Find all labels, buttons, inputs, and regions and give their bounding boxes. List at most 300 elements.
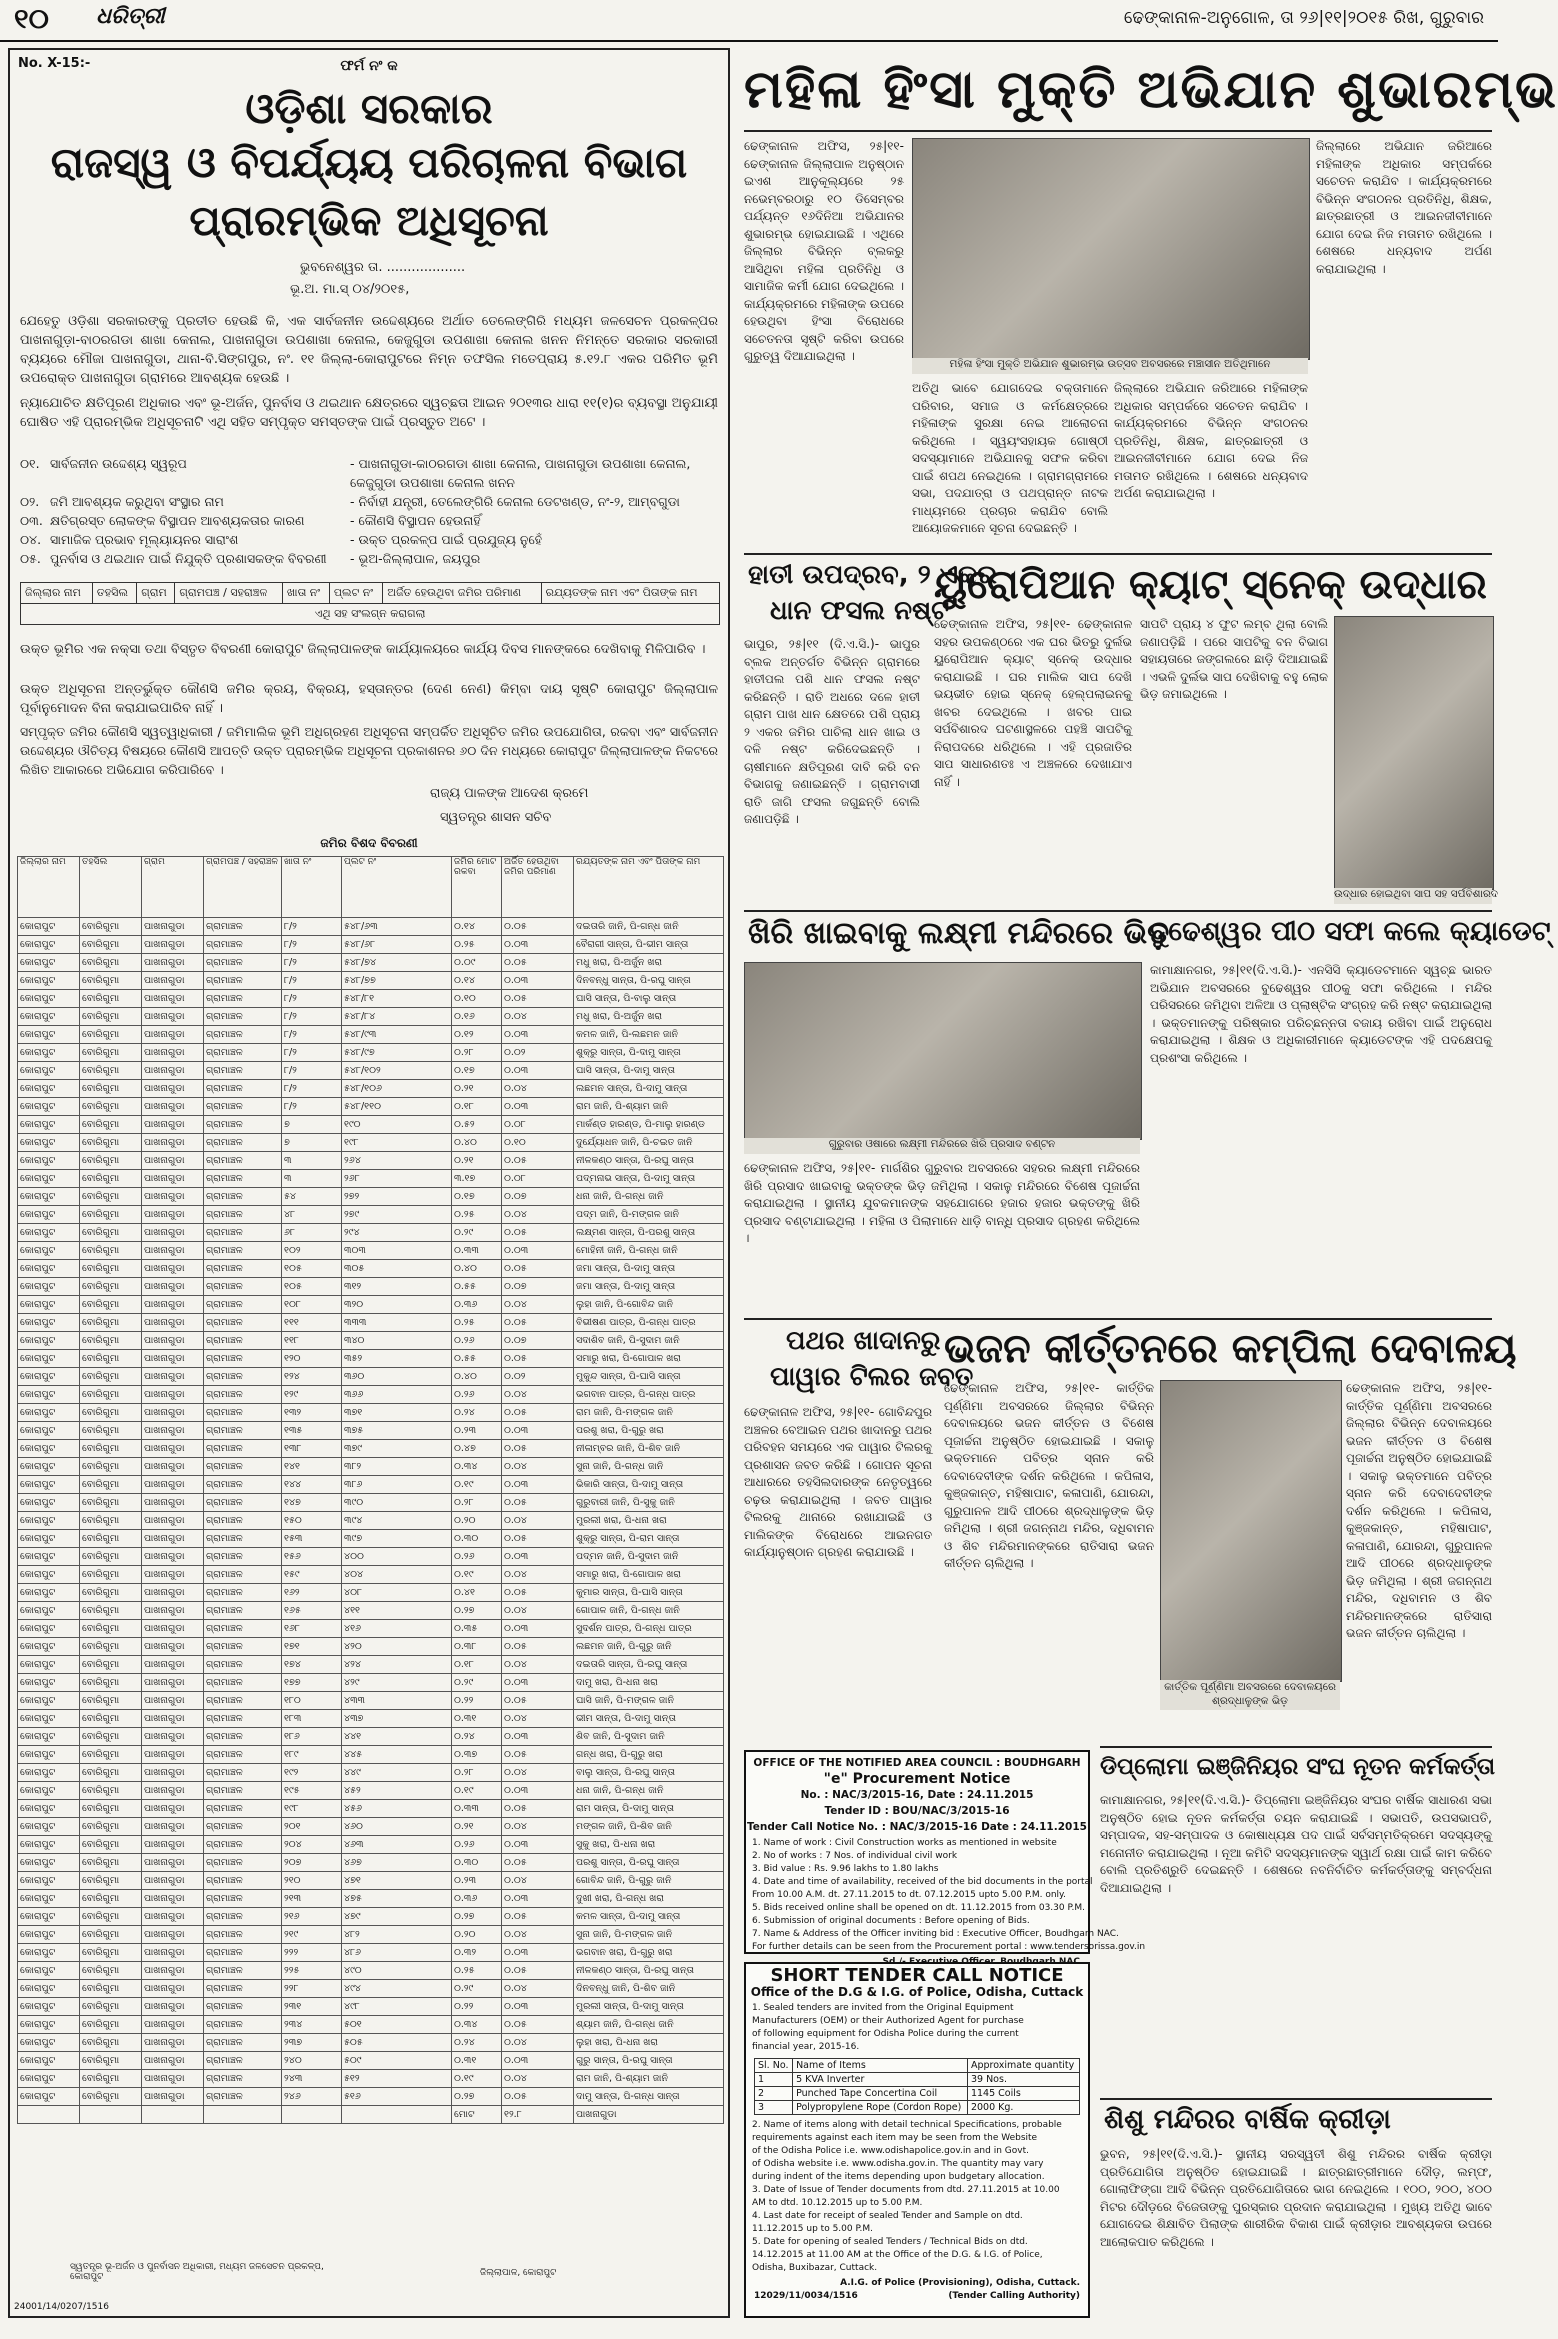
table-cell: କୋରାପୁଟ xyxy=(18,1116,80,1134)
table-cell: ୩୮୨ xyxy=(342,1458,452,1476)
table-cell: ପାଖନାଗୁଡା xyxy=(142,1656,204,1674)
table-cell: ୨୨୮ xyxy=(282,1980,342,1998)
table-cell: ୧୫୯ xyxy=(282,1566,342,1584)
table-cell: ୦.୫୫ xyxy=(452,1350,502,1368)
table-cell: କୋରାପୁଟ xyxy=(18,1872,80,1890)
table-cell: କୋରାପୁଟ xyxy=(18,1746,80,1764)
table-row xyxy=(18,1602,724,1620)
table-cell: ୦.୦୫ xyxy=(502,2016,574,2034)
table-cell: ରାମ ଜାନି, ପି-ଶ୍ୟାମ ଜାନି xyxy=(574,2070,724,2088)
table-row xyxy=(18,1998,724,2016)
table-cell: ୦.୦୫ xyxy=(502,1440,574,1458)
table-cell: ଗୋବିନ୍ଦ ଜାନି, ପି-ଗୁରୁ ଜାନି xyxy=(574,1872,724,1890)
table-cell: ୦.୦୩ xyxy=(502,1026,574,1044)
table-cell: ପରଶୁ ଖରା, ପି-ଗୁରୁ ଖରା xyxy=(574,1422,724,1440)
table-cell: ବୋରିଗୁମା xyxy=(80,1350,142,1368)
table-cell: ଗ୍ରାମାଞ୍ଚଳ xyxy=(204,1728,282,1746)
table-cell: ୦.୪୧ xyxy=(452,1584,502,1602)
table-cell: କୋରାପୁଟ xyxy=(18,1458,80,1476)
headline-hati-1: ହାତୀ ଉପଦ୍ରବ, ୨ ଏକର xyxy=(748,560,997,590)
table-cell: କୋରାପୁଟ xyxy=(18,1134,80,1152)
table-cell: ମାର୍କଣ୍ଡ ହାରଣ୍ଡ, ପି-ମାଲୁ ହାରଣ୍ଡ xyxy=(574,1116,724,1134)
table-cell: ୪୭୧ xyxy=(342,1872,452,1890)
table-cell: ବୋରିଗୁମା xyxy=(80,2016,142,2034)
table-cell: ପାଖନାଗୁଡା xyxy=(142,1638,204,1656)
police-item: 3. Date of Issue of Tender documents from dtd. 27.11.2015 at 10.00 xyxy=(752,2185,1060,2195)
table-cell: ୦.୨୪ xyxy=(452,1404,502,1422)
table-row xyxy=(18,918,724,936)
table-row xyxy=(18,1134,724,1152)
summary-header-cell: ତହସିଲ xyxy=(92,583,136,604)
table-cell: ପାଖନାଗୁଡା xyxy=(142,1908,204,1926)
table-row xyxy=(18,1080,724,1098)
cat-body-1: ଢେଙ୍କାନାଳ ଅଫିସ, ୨୫|୧୧- ଢେଙ୍କାନାଳ ସହର ଉପକଣ୍ଠରେ ଏକ ଘର ଭିତରୁ ଦୁର୍ଲଭ ୟୁରୋପିଆନ କ୍ୟାଟ୍ ସ୍ନେକ୍ ଉଦ୍ଧାର କରାଯାଇଛି । ଘର ମାଲିକ ସାପ ଦେଖି ଭୟଭୀତ ହୋଇ ସ୍ନେକ୍ ହେଲ୍ପଲାଇନକୁ ଖବର ଦେଇଥିଲେ । ଖବର ପାଇ ସର୍ପବିଶାରଦ ଘଟଣାସ୍ଥଳରେ ପହଞ୍ଚି ସାପଟିକୁ ନିରାପଦରେ ଧରିଥିଲେ । ଏହି ପ୍ରଜାତିର ସାପ ସାଧାରଣତଃ ଏ ଅଞ୍ଚଳରେ ଦେଖାଯାଏ ନାହିଁ । xyxy=(934,617,1132,789)
table-cell: ବୋରିଗୁମା xyxy=(80,1872,142,1890)
table-cell: ୪୮୨ xyxy=(342,1926,452,1944)
table-cell: କୋରାପୁଟ xyxy=(18,2070,80,2088)
table-cell: ୦.୧୭ xyxy=(452,1062,502,1080)
table-cell: ସଦାଶିବ ଜାନି, ପି-ସୁଦାମ ଜାନି xyxy=(574,1332,724,1350)
table-cell: ପାଖନାଗୁଡା xyxy=(142,1134,204,1152)
table-cell: ବୋରିଗୁମା xyxy=(80,1278,142,1296)
khiri-photo xyxy=(744,962,1142,1140)
table-row xyxy=(755,2087,1080,2101)
table-cell: କୋରାପୁଟ xyxy=(18,1620,80,1638)
table-cell: ୫୪୮/୧୦୬ xyxy=(342,1080,452,1098)
table-cell: ବୋରିଗୁମା xyxy=(80,1116,142,1134)
nac-item: 3. Bid value : Rs. 9.96 lakhs to 1.80 lakhs xyxy=(752,1864,939,1874)
nac-item: 7. Name & Address of the Officer inviting bid : Executive Officer, Boudhgarh NAC. xyxy=(752,1929,1119,1939)
table-cell: କମଳ ସାନ୍ତା, ପି-ଦାମୁ ସାନ୍ତା xyxy=(574,1908,724,1926)
table-cell: କୋରାପୁଟ xyxy=(18,990,80,1008)
table-cell: ୧୫୩ xyxy=(282,1530,342,1548)
divider xyxy=(744,1318,1492,1320)
table-cell: ୧୦୫ xyxy=(282,1260,342,1278)
table-cell: ୦.୦୪ xyxy=(502,1818,574,1836)
table-cell: ଗ୍ରାମାଞ୍ଚଳ xyxy=(204,1656,282,1674)
table-cell: ଗ୍ରାମାଞ୍ଚଳ xyxy=(204,2052,282,2070)
table-row xyxy=(18,1638,724,1656)
table-cell: ୦.୨୩ xyxy=(452,1872,502,1890)
table-row xyxy=(18,954,724,972)
table-cell: ୦.୩୪ xyxy=(452,2016,502,2034)
table-cell: ୦.୦୩ xyxy=(502,1476,574,1494)
notice-item xyxy=(20,473,720,492)
table-cell: ୫୪ xyxy=(282,1188,342,1206)
table-cell: କୋରାପୁଟ xyxy=(18,1692,80,1710)
table-cell: ବୋରିଗୁମା xyxy=(80,1170,142,1188)
table-cell: ପାଖନାଗୁଡା xyxy=(142,1692,204,1710)
table-cell: ବୋରିଗୁମା xyxy=(80,1566,142,1584)
table-cell: 2 xyxy=(755,2087,793,2101)
headline-budheswar: ବୁଢେଶ୍ୱର ପୀଠ ସଫା କଲେ କ୍ୟାଡେଟ୍ xyxy=(1150,916,1551,947)
table-row xyxy=(18,1548,724,1566)
headline-bhajan: ଭଜନ କୀର୍ତ୍ତନରେ କମ୍ପିଲା ଦେବାଳୟ xyxy=(944,1326,1517,1372)
table-cell: ୦.୦୭ xyxy=(502,1332,574,1350)
table-cell: ପାଖନାଗୁଡା xyxy=(142,1728,204,1746)
notice-title-2: ରାଜସ୍ୱ ଓ ବିପର୍ଯ୍ୟୟ ପରିଚାଳନା ବିଭାଗ xyxy=(50,138,688,187)
table-cell: ନୀଳାମ୍ବର ଜାନି, ପି-ଶିବ ଜାନି xyxy=(574,1440,724,1458)
table-cell: ୦.୦୪ xyxy=(502,1980,574,1998)
table-cell: ୦.୨୭ xyxy=(452,2088,502,2106)
table-cell: ୦.୧୦ xyxy=(502,1134,574,1152)
table-cell: କୋରାପୁଟ xyxy=(18,1602,80,1620)
table-cell: ୩୩୩ xyxy=(342,1314,452,1332)
table-cell: କୋରାପୁଟ xyxy=(18,1260,80,1278)
table-cell: ୦.୦୮ xyxy=(502,1170,574,1188)
table-cell: ୦.୦୪ xyxy=(502,1566,574,1584)
table-cell: ୫୦୫ xyxy=(342,2034,452,2052)
table-cell: ବୋରିଗୁମା xyxy=(80,2070,142,2088)
table-cell: ବୈରାଗୀ ସାନ୍ତା, ପି-ଭୀମ ସାନ୍ତା xyxy=(574,936,724,954)
land-header-cell: ପ୍ଲଟ ନଂ xyxy=(342,857,452,918)
table-cell: ପାଖନାଗୁଡା xyxy=(142,918,204,936)
table-cell: ୧୭୪ xyxy=(282,1656,342,1674)
table-cell: ୦.୨୭ xyxy=(452,1602,502,1620)
table-cell: ୨୬୪ xyxy=(342,1152,452,1170)
table-cell: କୋରାପୁଟ xyxy=(18,1800,80,1818)
diploma-body: କାମାକ୍ଷାନଗର, ୨୫|୧୧(ଦି.ଏ.ସି.)- ଡିପ୍ଲୋମା ଇଞ୍ଜିନିୟର ସଂଘର ବାର୍ଷିକ ସାଧାରଣ ସଭା ଅନୁଷ୍ଠିତ ହୋଇ ନୂତନ କର୍ମକର୍ତ୍ତା ଚୟନ କରାଯାଇଛି । ସଭାପତି, ଉପସଭାପତି, ସମ୍ପାଦକ, ସହ-ସମ୍ପାଦକ ଓ କୋଷାଧ୍ୟକ୍ଷ ପଦ ପାଇଁ ସର୍ବସମ୍ମତିକ୍ରମେ ସଦସ୍ୟଙ୍କୁ ମନୋନୀତ କରାଯାଇଥିଲା । ନୂଆ କମିଟି ସଦସ୍ୟମାନଙ୍କ ସ୍ୱାର୍ଥ ରକ୍ଷା ପାଇଁ କାମ କରିବେ ବୋଲି ପ୍ରତିଶ୍ରୁତି ଦେଇଛନ୍ତି । ଶେଷରେ ନବନିର୍ବାଚିତ କର୍ମକର୍ତ୍ତାଙ୍କୁ ସମ୍ବର୍ଦ୍ଧନା ଦିଆଯାଇଥିଲା । xyxy=(1100,1793,1492,1895)
table-row xyxy=(18,1008,724,1026)
table-cell: ୦.୦୩ xyxy=(502,1548,574,1566)
table-cell: ୦.୦୪ xyxy=(502,1764,574,1782)
table-cell: ୦.୨୯ xyxy=(452,1224,502,1242)
table-row xyxy=(18,1674,724,1692)
table-cell: ପାଖନାଗୁଡା xyxy=(142,1278,204,1296)
table-cell: ୨୨୨ xyxy=(282,1944,342,1962)
table-cell: ପାଖନାଗୁଡା xyxy=(142,972,204,990)
table-row xyxy=(18,1620,724,1638)
table-cell: ୦.୦୫ xyxy=(502,1854,574,1872)
table-row xyxy=(18,972,724,990)
table-cell: ୧୬୫ xyxy=(282,1602,342,1620)
police-code: 12029/11/0034/1516 xyxy=(754,2291,858,2301)
table-cell: ଗ୍ରାମାଞ୍ଚଳ xyxy=(204,1710,282,1728)
table-cell: ୦.୧୯ xyxy=(452,1782,502,1800)
table-cell: ୦.୦୫ xyxy=(502,2088,574,2106)
table-cell: ଗ୍ରାମାଞ୍ଚଳ xyxy=(204,1278,282,1296)
land-header-cell: ଜିଲ୍ଲାର ନାମ xyxy=(18,857,80,918)
table-cell: କୋରାପୁଟ xyxy=(18,1836,80,1854)
table-cell: ୪୦୮ xyxy=(342,1584,452,1602)
table-cell: ୫୪୮/୬୮ xyxy=(342,936,452,954)
table-cell: ୫୪୮/୮୧ xyxy=(342,990,452,1008)
notice-item xyxy=(20,454,720,473)
table-cell: ୦.୨୩ xyxy=(452,1422,502,1440)
summary-note: ଏଥି ସହ ସଂଲଗ୍ନ କରାଗଲା xyxy=(21,604,720,625)
summary-header-cell: ଖାତା ନଂ xyxy=(282,583,329,604)
table-cell: ୪୯୪ xyxy=(342,1980,452,1998)
table-cell: ଗ୍ରାମାଞ୍ଚଳ xyxy=(204,1458,282,1476)
divider xyxy=(744,130,1492,132)
table-cell: ୩୮୬ xyxy=(342,1476,452,1494)
table-cell: ପାଖନାଗୁଡା xyxy=(142,1314,204,1332)
table-cell: ପାଖନାଗୁଡା xyxy=(142,1890,204,1908)
table-cell: କୋରାପୁଟ xyxy=(18,1368,80,1386)
table-row xyxy=(18,1890,724,1908)
table-cell: ୪୨୯ xyxy=(342,1674,452,1692)
table-cell: ଭଗବାନ ଖରା, ପି-ଗୁରୁ ଖରା xyxy=(574,1944,724,1962)
table-cell: ପାଖନାଗୁଡା xyxy=(142,1206,204,1224)
mahila-caption: ମହିଳା ହିଂସା ମୁକ୍ତି ଅଭିଯାନ ଶୁଭାରମ୍ଭ ଉତ୍ସବ ଅବସରରେ ମଞ୍ଚାସୀନ ଅତିଥିମାନେ xyxy=(912,358,1308,374)
table-cell: ଗ୍ରାମାଞ୍ଚଳ xyxy=(204,918,282,936)
table-cell: ଘାସି ଜାନି, ପି-ମଙ୍ଗଳ ଜାନି xyxy=(574,1692,724,1710)
table-cell: ବୋରିଗୁମା xyxy=(80,1062,142,1080)
table-cell: ୦.୦୭ xyxy=(502,1188,574,1206)
table-cell: ୪୧୬ xyxy=(342,1620,452,1638)
table-cell: ୦.୩୨ xyxy=(452,1944,502,1962)
table-cell: କୋରାପୁଟ xyxy=(18,1548,80,1566)
table-cell: ରାମ ଜାନି, ପି-ଶ୍ୟାମ ଜାନି xyxy=(574,1098,724,1116)
notice-title-3: ପ୍ରାରମ୍ଭିକ ଅଧିସୂଚନା xyxy=(189,196,549,245)
page-header xyxy=(0,0,1498,42)
page-number: ୧୦ xyxy=(14,2,49,35)
table-cell: ୦.୦୩ xyxy=(502,1098,574,1116)
table-cell: ୦.୦୩ xyxy=(502,1998,574,2016)
table-cell: ଗ୍ରାମାଞ୍ଚଳ xyxy=(204,1530,282,1548)
police-item: AM to dtd. 10.12.2015 up to 5.00 P.M. xyxy=(752,2198,923,2208)
table-cell: ଲଛମନ ଜାନି, ପି-ଗୁରୁ ଜାନି xyxy=(574,1638,724,1656)
table-cell: ୩୭୧ xyxy=(342,1404,452,1422)
police-item: 14.12.2015 at 11.00 AM at the Office of the D.G. & I.G. of Police, xyxy=(752,2250,1043,2260)
table-row xyxy=(18,2052,724,2070)
table-cell: ବୋରିଗୁମା xyxy=(80,1908,142,1926)
land-header-cell: ଗ୍ରାମପଞ୍ଚ / ସହରାଞ୍ଚଳ xyxy=(204,857,282,918)
table-cell: ୦.୦୩ xyxy=(502,936,574,954)
table-row xyxy=(18,1476,724,1494)
table-row xyxy=(18,1530,724,1548)
table-cell: ୦.୩୫ xyxy=(452,1620,502,1638)
table-cell: ମଧୁ ଖରା, ପି-ଅର୍ଜୁନ ଖରା xyxy=(574,1008,724,1026)
table-row xyxy=(18,990,724,1008)
cat-body-2: ସାପଟି ପ୍ରାୟ ୪ ଫୁଟ ଲମ୍ବ ଥିଲା ବୋଲି ଜଣାପଡ଼ିଛି । ପରେ ସାପଟିକୁ ବନ ବିଭାଗ ସହାୟତାରେ ଜଙ୍ଗଲରେ ଛାଡ଼ି ଦିଆଯାଇଛି । ଏଭଳି ଦୁର୍ଲଭ ସାପ ଦେଖିବାକୁ ବହୁ ଲୋକ ଭିଡ଼ ଜମାଇଥିଲେ । xyxy=(1140,617,1328,701)
table-cell: ୦.୦୫ xyxy=(502,1530,574,1548)
table-cell: ୧୮୦ xyxy=(282,1692,342,1710)
table-cell: ୪୫୬ xyxy=(342,1800,452,1818)
table-cell: ପାଖନାଗୁଡା xyxy=(142,2088,204,2106)
notice-paragraph-2: ନ୍ୟାଯୋଚିତ କ୍ଷତିପୂରଣ ଅଧିକାର ଏବଂ ଭୂ-ଅର୍ଜନ, ପୁନର୍ବାସ ଓ ଥଇଥାନ କ୍ଷେତ୍ରରେ ସ୍ୱଚ୍ଛତା ଆଇନ ୨୦୧୩ର ଧାରା ୧୧(୧)ର ବ୍ୟବସ୍ଥା ଅନୁଯାୟୀ ଘୋଷିତ ଏହି ପ୍ରାରମ୍ଭିକ ଅଧିସୂଚନାଟି ଏଥି ସହିତ ସମ୍ପୃକ୍ତ ସମସ୍ତଙ୍କ ପାଇଁ ପ୍ରସ୍ତୁତ ଅଟେ । xyxy=(20,396,718,430)
table-row xyxy=(18,1908,724,1926)
item-label xyxy=(50,473,350,492)
table-cell: ୭ xyxy=(282,1134,342,1152)
hati-body: ଭାପୁର, ୨୫|୧୧ (ଦି.ଏ.ସି.)- ଭାପୁର ବ୍ଲକ ଅନ୍ତର୍ଗତ ବିଭିନ୍ନ ଗ୍ରାମରେ ହାତୀପଲ ପଶି ଧାନ ଫସଲ ନଷ୍ଟ କରିଛନ୍ତି । ରାତି ଅଧରେ ଦଳେ ହାତୀ ଗ୍ରାମ ପାଖ ଧାନ କ୍ଷେତରେ ପଶି ପ୍ରାୟ ୨ ଏକର ଜମିର ପାଚିଲା ଧାନ ଖାଇ ଓ ଦଳି ନଷ୍ଟ କରିଦେଇଛନ୍ତି । ଚାଷୀମାନେ କ୍ଷତିପୂରଣ ଦାବି କରି ବନ ବିଭାଗକୁ ଜଣାଇଛନ୍ତି । ଗ୍ରାମବାସୀ ରାତି ଜାଗି ଫସଲ ଜଗୁଛନ୍ତି ବୋଲି ଜଣାପଡ଼ିଛି । xyxy=(744,637,920,826)
table-cell: ୦.୩୮ xyxy=(452,1638,502,1656)
table-cell: ଗ୍ରାମାଞ୍ଚଳ xyxy=(204,1152,282,1170)
table-cell: କୋରାପୁଟ xyxy=(18,1350,80,1368)
table-cell: ୦.୦୪ xyxy=(502,1710,574,1728)
table-cell: ୦.୦୮ xyxy=(502,1116,574,1134)
table-cell: ୦.୨୫ xyxy=(452,1314,502,1332)
table-cell: ଗ୍ରାମାଞ୍ଚଳ xyxy=(204,1926,282,1944)
table-cell: ବୋରିଗୁମା xyxy=(80,2034,142,2052)
table-cell: ୦.୦୪ xyxy=(502,1386,574,1404)
table-cell: ୦.୩୩ xyxy=(452,1800,502,1818)
table-cell: ପଦ୍ମନ ଜାନି, ପି-ସୁଦାମ ଜାନି xyxy=(574,1548,724,1566)
table-cell: ୧୩୫ xyxy=(282,1422,342,1440)
table-row xyxy=(18,1656,724,1674)
table-cell: ଧନା ଜାନି, ପି-ଗନ୍ଧ ଜାନି xyxy=(574,1188,724,1206)
item-label: ସାମାଜିକ ପ୍ରଭାବ ମୂଲ୍ୟାୟନର ସାରାଂଶ xyxy=(50,532,239,547)
table-cell: ଗ୍ରାମାଞ୍ଚଳ xyxy=(204,2034,282,2052)
table-row xyxy=(18,1512,724,1530)
table-cell: ୦.୦୭ xyxy=(502,1278,574,1296)
table-cell: ୦.୦୩ xyxy=(502,1422,574,1440)
table-cell: ବୋରିଗୁମା xyxy=(80,1944,142,1962)
table-cell: ୦.୦୪ xyxy=(502,1926,574,1944)
table-cell: କୋରାପୁଟ xyxy=(18,1044,80,1062)
table-cell: ୦.୦୩ xyxy=(502,1728,574,1746)
table-cell: ୦.୦୫ xyxy=(502,1584,574,1602)
table-row xyxy=(18,1224,724,1242)
table-cell: କୋରାପୁଟ xyxy=(18,1962,80,1980)
table-cell: ବୋରିଗୁମା xyxy=(80,1656,142,1674)
table-cell: ଗ୍ରାମାଞ୍ଚଳ xyxy=(204,1260,282,1278)
table-cell: କୋରାପୁଟ xyxy=(18,1710,80,1728)
table-cell: ୫୪୮/୭୭ xyxy=(342,972,452,990)
table-cell: ୮/୨ xyxy=(282,1080,342,1098)
table-cell: ୪୧୧ xyxy=(342,1602,452,1620)
mahila-body-3-a: ଜିଲ୍ଲାରେ ଅଭିଯାନ ଜରିଆରେ ମହିଳାଙ୍କ ଅଧିକାର ସମ୍ପର୍କରେ ସଚେତନ କରାଯିବ । କାର୍ଯ୍ୟକ୍ରମରେ ବିଭିନ୍ନ ସଂଗଠନର ପ୍ରତିନିଧି, ଶିକ୍ଷକ, ଛାତ୍ରଛାତ୍ରୀ ଓ ଆଇନଜୀବୀମାନେ ଯୋଗ ଦେଇ ନିଜ ମତାମତ ରଖିଥିଲେ । ଶେଷରେ ଧନ୍ୟବାଦ ଅର୍ପଣ କରାଯାଇଥିଲା । xyxy=(1114,381,1308,500)
table-cell: ୨୧୩ xyxy=(282,1890,342,1908)
table-cell: ୫୦୯ xyxy=(342,2052,452,2070)
table-cell: କୋରାପୁଟ xyxy=(18,1098,80,1116)
notice-item xyxy=(20,511,720,530)
table-cell: ୪୭୯ xyxy=(342,1908,452,1926)
table-cell: ଗ୍ରାମାଞ୍ଚଳ xyxy=(204,1836,282,1854)
table-cell: ୦.୪୦ xyxy=(452,1134,502,1152)
table-cell: ୦.୦୫ xyxy=(502,1152,574,1170)
table-cell: ୦.୦୫ xyxy=(502,1494,574,1512)
table-cell: ୦.୪୭ xyxy=(452,1440,502,1458)
table-cell: ଶୁକ୍ରୁ ସାନ୍ତା, ପି-ଦାମୁ ସାନ୍ତା xyxy=(574,1044,724,1062)
mahila-body-2: ଅତିଥି ଭାବେ ଯୋଗଦେଇ ବକ୍ତାମାନେ ପରିବାର, ସମାଜ ଓ କର୍ମକ୍ଷେତ୍ରରେ ମହିଳାଙ୍କ ସୁରକ୍ଷା ନେଇ ଆଲୋଚନା କରିଥିଲେ । ସ୍ୱୟଂସହାୟକ ଗୋଷ୍ଠୀ ସଦସ୍ୟାମାନେ ଅଭିଯାନକୁ ସଫଳ କରିବା ପାଇଁ ଶପଥ ନେଇଥିଲେ । ଗ୍ରାମଗ୍ରାମରେ ସଭା, ପଦଯାତ୍ରା ଓ ପଥପ୍ରାନ୍ତ ନାଟକ ମାଧ୍ୟମରେ ପ୍ରଚାର କରାଯିବ ବୋଲି ଆୟୋଜକମାନେ ସୂଚନା ଦେଇଛନ୍ତି । xyxy=(912,381,1108,535)
table-cell: ବୋରିଗୁମା xyxy=(80,1458,142,1476)
table-cell: ୦.୩୧ xyxy=(452,2052,502,2070)
table-cell: ପାଖନାଗୁଡା xyxy=(142,1764,204,1782)
table-cell: କୋରାପୁଟ xyxy=(18,2016,80,2034)
table-cell: ପାଖନାଗୁଡା xyxy=(142,1044,204,1062)
table-row xyxy=(18,2088,724,2106)
table-cell: ଭଗବାନ ପାତ୍ର, ପି-ଗନ୍ଧ ପାତ୍ର xyxy=(574,1386,724,1404)
table-cell: ଦଇତାରି ସାନ୍ତା, ପି-ରଘୁ ସାନ୍ତା xyxy=(574,1656,724,1674)
table-cell: ବୋରିଗୁମା xyxy=(80,1926,142,1944)
table-cell: 1 xyxy=(755,2073,793,2087)
table-cell: ୧୮୯ xyxy=(282,1746,342,1764)
nac-line: OFFICE OF THE NOTIFIED AREA COUNCIL : BOUDHGARH xyxy=(753,1757,1081,1769)
notice-title-1: ଓଡ଼ିଶା ସରକାର xyxy=(245,84,493,133)
table-cell: ୦.୨୨ xyxy=(452,1998,502,2016)
table-cell: କୋରାପୁଟ xyxy=(18,1476,80,1494)
table-cell: ୨୬୮ xyxy=(342,1170,452,1188)
notice-paragraph-1: ଯେହେତୁ ଓଡ଼ିଶା ସରକାରଙ୍କୁ ପ୍ରତୀତ ହେଉଛି କି, ଏକ ସାର୍ବଜନୀନ ଉଦ୍ଦେଶ୍ୟରେ ଅର୍ଥାତ ତେଲେଙ୍ଗିରି ମଧ୍ୟମ ଜଳସେଚନ ପ୍ରକଳ୍ପର ପାଖନାଗୁଡ଼ା-ବାଠରଗଡା ଶାଖା କେନାଲ, ପାଖନାଗୁଡା ଉପଶାଖା କେନାଲ, କେଜୁଗୁଡା ଉପଶାଖା କେନାଲ ଖନନ ନିମନ୍ତେ ସରକାର ସରକାରୀ ବ୍ୟୟରେ ମୌଜା ପାଖନାଗୁଡା, ଥାନା-ବି.ସିଙ୍ଗପୁର, ନଂ. ୧୧ ଜିଲ୍ଲା-କୋରାପୁଟରେ ନିମ୍ନ ତଫସିଲ ମତେପ୍ରାୟ ୫.୧୨.୮ ଏକର ପରିମିତ ଭୂମି ଉପରୋକ୍ତ ପାଖନାଗୁଡା ଗ୍ରାମରେ ଆବଶ୍ୟକ ହେଉଛି । xyxy=(20,314,718,386)
table-cell: ୦.୦୩ xyxy=(502,1062,574,1080)
table-cell: ୧୫୦ xyxy=(282,1512,342,1530)
table-cell: ୧୯୮ xyxy=(282,1800,342,1818)
table-cell: ୦.୧୯ xyxy=(452,1476,502,1494)
table-cell: ୪୯୦ xyxy=(342,1962,452,1980)
headline-cat-snake: ୟୁରୋପିଆନ କ୍ୟାଟ୍ ସ୍ନେକ୍ ଉଦ୍ଧାର xyxy=(934,562,1487,608)
table-cell: ପାଖନାଗୁଡା xyxy=(142,1170,204,1188)
nac-items xyxy=(746,1835,1146,1956)
table-cell: ପଦ୍ମନାଭ ସାନ୍ତା, ପି-ଦାମୁ ସାନ୍ତା xyxy=(574,1170,724,1188)
table-cell: କୋରାପୁଟ xyxy=(18,1224,80,1242)
table-cell: ୧୩୨ xyxy=(282,1404,342,1422)
footer-signatory-right: ଜିଲ୍ଲାପାଳ, କୋରାପୁଟ xyxy=(480,2268,557,2278)
police-items-table xyxy=(754,2058,1080,2115)
table-cell: ୩୯୭ xyxy=(342,1530,452,1548)
table-cell: ୦.୨୫ xyxy=(452,936,502,954)
land-details-table xyxy=(17,856,724,2124)
nac-item: 2. No of works : 7 Nos. of individual civil work xyxy=(752,1851,958,1861)
nac-item: For further details can be seen from the Procurement portal : www.tendersorissa.gov.in xyxy=(752,1942,1146,1952)
nac-line: No. : NAC/3/2015-16, Date : 24.11.2015 xyxy=(800,1789,1034,1801)
table-cell: ୦.୨୯ xyxy=(452,1980,502,1998)
land-header-cell: ରଯ୍ୟତଙ୍କ ନାମ ଏବଂ ପିତାଙ୍କ ନାମ xyxy=(574,857,724,918)
table-row xyxy=(18,1566,724,1584)
table-cell xyxy=(204,2106,282,2124)
summary-header-cell: ରଯ୍ୟତଙ୍କ ନାମ ଏବଂ ପିତାଙ୍କ ନାମ xyxy=(541,583,719,604)
table-cell: ୦.୨୬ xyxy=(452,1386,502,1404)
table-cell: ରାମ ସାନ୍ତା, ପି-ଦାମୁ ସାନ୍ତା xyxy=(574,1800,724,1818)
table-cell: ପାଖନାଗୁଡା xyxy=(142,1476,204,1494)
temple-caption: କାର୍ତ୍ତିକ ପୂର୍ଣ୍ଣିମା ଅବସରରେ ଦେବାଳୟରେ ଶ୍ରଦ୍ଧାଳୁଙ୍କ ଭିଡ଼ xyxy=(1160,1680,1340,1710)
table-row xyxy=(18,1584,724,1602)
table-cell: ସୁନା ଜାନି, ପି-ମଙ୍ଗଳ ଜାନି xyxy=(574,1926,724,1944)
table-cell: କୋରାପୁଟ xyxy=(18,1404,80,1422)
table-cell: ୮/୨ xyxy=(282,1026,342,1044)
table-cell: ୨୧୦ xyxy=(282,1872,342,1890)
table-cell: କୋରାପୁଟ xyxy=(18,1674,80,1692)
notice-paragraph-5: ସମ୍ପୃକ୍ତ ଜମିର କୌଣସି ସ୍ୱତ୍ୱାଧିକାରୀ / ଜମିମାଲିକ ଭୂମି ଅଧିଗ୍ରହଣ ଅଧିସୂଚନା ସମ୍ପର୍କିତ ଅଧିସୂଚିତ ଜମିର ଉପଯୋଗିତା, ରକବା ଏବଂ ସାର୍ବଜନୀନ ଉଦ୍ଦେଶ୍ୟର ଔଚିତ୍ୟ ବିଷୟରେ କୌଣସି ଆପତ୍ତି ଉକ୍ତ ପ୍ରାରମ୍ଭିକ ଅଧିସୂଚନା ପ୍ରକାଶନର ୬୦ ଦିନ ମଧ୍ୟରେ କୋରାପୁଟ ଜିଲ୍ଲାପାଳଙ୍କ ନିକଟରେ ଲିଖିତ ଆକାରରେ ଅଭିଯୋଗ କରିପାରିବେ । xyxy=(20,724,718,777)
table-cell: ୫୪୮/୯୩ xyxy=(342,1026,452,1044)
table-cell: ବୋରିଗୁମା xyxy=(80,1674,142,1692)
table-cell: ବୋରିଗୁମା xyxy=(80,1332,142,1350)
police-title: SHORT TENDER CALL NOTICE xyxy=(770,1965,1064,1986)
police-item: 5. Date for opening of sealed Tenders / Technical Bids on dtd. xyxy=(752,2237,1028,2247)
table-cell: ବୋରିଗୁମା xyxy=(80,1998,142,2016)
table-cell: ୦.୦୪ xyxy=(502,2034,574,2052)
table-cell: ପାଖନାଗୁଡା xyxy=(142,1422,204,1440)
table-row xyxy=(18,1818,724,1836)
table-cell: ୦.୨୪ xyxy=(452,2034,502,2052)
table-cell: ୭ xyxy=(282,1116,342,1134)
table-cell: ୧୪୧ xyxy=(282,1458,342,1476)
table-cell: ୧୭୧ xyxy=(282,1638,342,1656)
table-cell: ୦.୦୩ xyxy=(502,1782,574,1800)
notice-ref: No. X-15:- xyxy=(18,56,91,71)
table-row xyxy=(18,1386,724,1404)
table-row xyxy=(18,1782,724,1800)
table-cell: ୦.୦୫ xyxy=(502,1260,574,1278)
table-cell: ୩୯୦ xyxy=(342,1494,452,1512)
table-cell: ୦.୪୦ xyxy=(452,1368,502,1386)
table-cell: ୦.୨୮ xyxy=(452,1494,502,1512)
summary-header-cell: ଗ୍ରାମ xyxy=(137,583,175,604)
table-cell: ଗ୍ରାମାଞ୍ଚଳ xyxy=(204,1314,282,1332)
table-cell: ବୋରିଗୁମା xyxy=(80,1476,142,1494)
table-cell: କୋରାପୁଟ xyxy=(18,1638,80,1656)
headline-pathara-1: ପଥର ଖାଦାନରୁ xyxy=(786,1326,941,1356)
table-cell: ଗ୍ରାମାଞ୍ଚଳ xyxy=(204,1548,282,1566)
table-cell: ୨୭୯ xyxy=(342,1206,452,1224)
table-cell: ପାଖନାଗୁଡା xyxy=(142,1980,204,1998)
table-cell: ଶୁକ୍ରୁ ସାନ୍ତା, ପି-ରାମ ସାନ୍ତା xyxy=(574,1530,724,1548)
table-cell: ବୋରିଗୁମା xyxy=(80,1314,142,1332)
table-cell: ଗ୍ରାମାଞ୍ଚଳ xyxy=(204,2088,282,2106)
table-cell: ଗ୍ରାମାଞ୍ଚଳ xyxy=(204,1494,282,1512)
table-cell: ୬୮ xyxy=(282,1224,342,1242)
table-cell: ଗ୍ରାମାଞ୍ଚଳ xyxy=(204,1026,282,1044)
